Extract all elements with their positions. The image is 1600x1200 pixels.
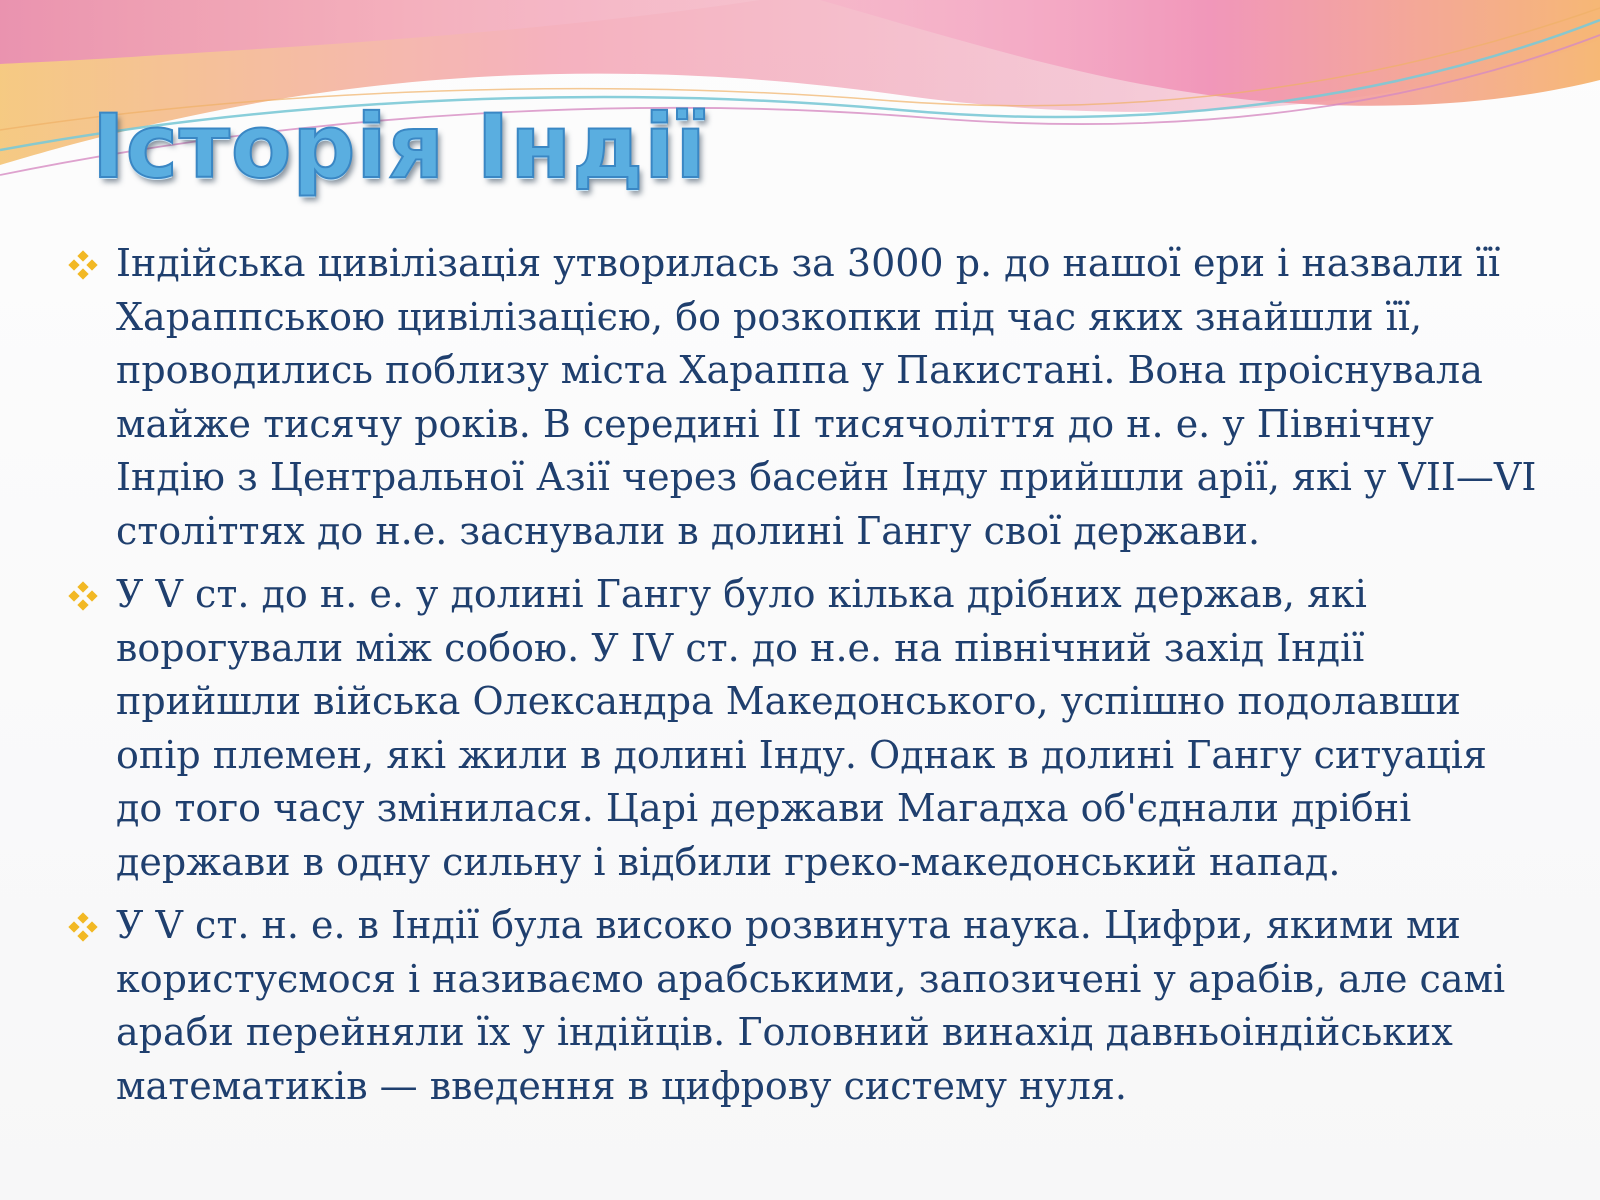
bullet-text: У V ст. до н. е. у долині Гангу було кілька дрібних держав, які ворогували між собою. У IV ст. до н.е. на північний захід Індії прийшли війська Олександра Македонського, успішно подолавши опір племен, які жили в долині Інду. Однак в долині Гангу ситуація до того часу змінилася. Царі держави Магадха об'єднали дрібні держави в одну сильну і відбили греко-македонський напад. — [116, 572, 1487, 884]
diamond-bullet-icon — [68, 581, 98, 611]
bullet-text: У V ст. н. е. в Індії була високо розвинута наука. Цифри, якими ми користуємося і називаємо арабськими, запозичені у арабів, але самі араби перейняли їх у індійців. Головний винахід давньоіндійських математиків — введення в цифрову систему нуля. — [116, 903, 1506, 1108]
list-item — [68, 899, 1538, 1113]
list-item — [68, 237, 1538, 558]
list-item — [68, 568, 1538, 889]
diamond-bullet-icon — [68, 250, 98, 280]
bullet-text: Індійська цивілізація утворилась за 3000 р. до нашої ери і назвали її Хараппською цивілізацією, бо розкопки під час яких знайшли її, проводились поблизу міста Хараппа у Пакистані. Вона проіснувала майже тисячу років. В середині II тисячоліття до н. е. у Північну Індію з Центральної Азії через басейн Інду прийшли арії, які у VII—VI століттях до н.е. заснували в долині Гангу свої держави. — [116, 241, 1537, 553]
diamond-bullet-icon — [68, 912, 98, 942]
bullet-list — [68, 237, 1538, 1123]
slide-title: Історія Індії — [92, 95, 707, 198]
